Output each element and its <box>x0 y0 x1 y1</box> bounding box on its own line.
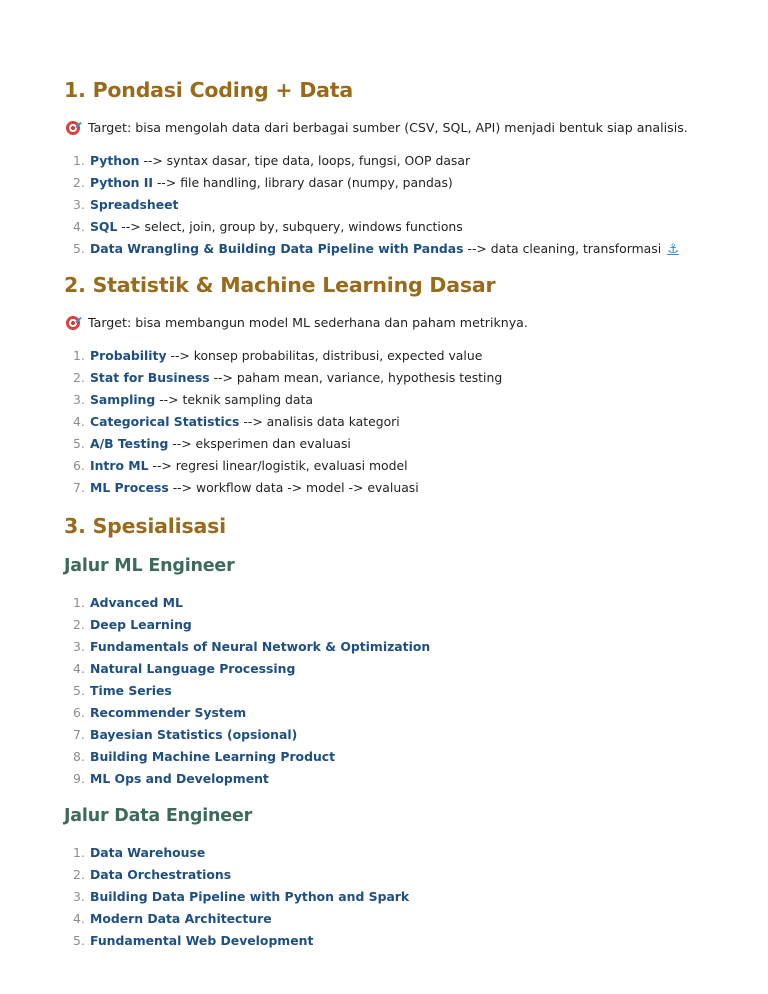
list-number: 5. <box>73 436 85 451</box>
course-link[interactable]: Recommender System <box>90 705 247 720</box>
track-heading-data-engineer: Jalur Data Engineer <box>64 806 253 826</box>
list-item <box>64 724 704 746</box>
course-link[interactable]: A/B Testing <box>90 436 169 451</box>
course-link[interactable]: Sampling <box>90 392 156 407</box>
list-item <box>64 389 704 411</box>
list-item <box>64 367 704 389</box>
list-item <box>64 614 704 636</box>
list-item <box>64 150 704 172</box>
course-link[interactable]: Fundamentals of Neural Network & Optimization <box>90 639 431 654</box>
list-item <box>64 886 704 908</box>
section-target <box>64 119 704 137</box>
course-list-ml-engineer <box>64 592 704 790</box>
list-number: 4. <box>73 911 85 926</box>
list-item <box>64 433 704 455</box>
course-description: --> file handling, library dasar (numpy, pandas) <box>153 175 453 190</box>
track-heading-ml-engineer: Jalur ML Engineer <box>64 556 235 576</box>
list-number: 8. <box>73 749 85 764</box>
course-link[interactable]: Time Series <box>90 683 172 698</box>
list-item <box>64 238 704 260</box>
course-link[interactable]: Building Data Pipeline with Python and Spark <box>90 889 410 904</box>
course-description: --> teknik sampling data <box>155 392 313 407</box>
course-link[interactable]: Building Machine Learning Product <box>90 749 336 764</box>
list-item <box>64 864 704 886</box>
course-description: --> konsep probabilitas, distribusi, expected value <box>166 348 483 363</box>
list-number: 6. <box>73 458 85 473</box>
list-item <box>64 477 704 499</box>
course-link[interactable]: Stat for Business <box>90 370 210 385</box>
list-item <box>64 345 704 367</box>
list-number: 3. <box>73 392 85 407</box>
list-number: 3. <box>73 197 85 212</box>
list-item <box>64 216 704 238</box>
course-link[interactable]: ML Ops and Development <box>90 771 269 786</box>
list-number: 7. <box>73 480 85 495</box>
list-number: 7. <box>73 727 85 742</box>
list-item <box>64 658 704 680</box>
list-item <box>64 455 704 477</box>
list-item <box>64 411 704 433</box>
course-link[interactable]: Python II <box>90 175 153 190</box>
list-item <box>64 908 704 930</box>
target-text: Target: bisa mengolah data dari berbagai sumber (CSV, SQL, API) menjadi bentuk siap analisis. <box>88 120 688 135</box>
list-number: 5. <box>73 241 85 256</box>
section-heading-pondasi: 1. Pondasi Coding + Data <box>64 78 353 102</box>
list-item <box>64 592 704 614</box>
list-item <box>64 746 704 768</box>
course-link[interactable]: Data Wrangling & Building Data Pipeline with Pandas <box>90 241 464 256</box>
target-dart-icon <box>66 121 80 135</box>
course-link[interactable]: Probability <box>90 348 167 363</box>
course-list-data-engineer <box>64 842 704 952</box>
list-item <box>64 194 704 216</box>
list-number: 1. <box>73 595 85 610</box>
list-number: 1. <box>73 153 85 168</box>
course-link[interactable]: Data Orchestrations <box>90 867 232 882</box>
course-link[interactable]: Deep Learning <box>90 617 192 632</box>
list-number: 2. <box>73 370 85 385</box>
course-link[interactable]: Advanced ML <box>90 595 183 610</box>
section-heading-statistik: 2. Statistik & Machine Learning Dasar <box>64 273 496 297</box>
course-link[interactable]: Bayesian Statistics (opsional) <box>90 727 298 742</box>
course-description: --> paham mean, variance, hypothesis testing <box>209 370 503 385</box>
list-item <box>64 172 704 194</box>
list-number: 5. <box>73 683 85 698</box>
course-link[interactable]: Spreadsheet <box>90 197 179 212</box>
list-item <box>64 930 704 952</box>
list-number: 4. <box>73 219 85 234</box>
course-link[interactable]: Fundamental Web Development <box>90 933 314 948</box>
course-list-pondasi <box>64 150 704 260</box>
course-link[interactable]: Modern Data Architecture <box>90 911 272 926</box>
list-number: 2. <box>73 867 85 882</box>
list-item <box>64 680 704 702</box>
list-number: 9. <box>73 771 85 786</box>
list-number: 4. <box>73 661 85 676</box>
anchor-icon[interactable]: ⚓ <box>667 242 679 257</box>
list-item <box>64 702 704 724</box>
list-number: 3. <box>73 889 85 904</box>
course-description: --> analisis data kategori <box>239 414 400 429</box>
target-dart-icon <box>66 316 80 330</box>
list-number: 5. <box>73 933 85 948</box>
course-link[interactable]: Data Warehouse <box>90 845 206 860</box>
course-list-statistik <box>64 345 704 499</box>
course-description: --> regresi linear/logistik, evaluasi model <box>148 458 408 473</box>
list-item <box>64 768 704 790</box>
course-link[interactable]: Python <box>90 153 140 168</box>
course-link[interactable]: Natural Language Processing <box>90 661 296 676</box>
course-link[interactable]: SQL <box>90 219 118 234</box>
course-description: --> workflow data -> model -> evaluasi <box>168 480 419 495</box>
course-description: --> select, join, group by, subquery, windows functions <box>117 219 463 234</box>
course-description: --> data cleaning, transformasi <box>463 241 662 256</box>
list-item <box>64 842 704 864</box>
list-number: 2. <box>73 617 85 632</box>
list-number: 6. <box>73 705 85 720</box>
target-text: Target: bisa membangun model ML sederhana dan paham metriknya. <box>88 315 528 330</box>
list-number: 1. <box>73 348 85 363</box>
section-heading-spesialisasi: 3. Spesialisasi <box>64 514 226 538</box>
course-description: --> eksperimen dan evaluasi <box>168 436 351 451</box>
course-description: --> syntax dasar, tipe data, loops, fungsi, OOP dasar <box>139 153 471 168</box>
list-item <box>64 636 704 658</box>
list-number: 1. <box>73 845 85 860</box>
list-number: 3. <box>73 639 85 654</box>
section-target <box>64 314 704 332</box>
course-link[interactable]: ML Process <box>90 480 169 495</box>
list-number: 4. <box>73 414 85 429</box>
course-link[interactable]: Categorical Statistics <box>90 414 240 429</box>
list-number: 2. <box>73 175 85 190</box>
course-link[interactable]: Intro ML <box>90 458 149 473</box>
